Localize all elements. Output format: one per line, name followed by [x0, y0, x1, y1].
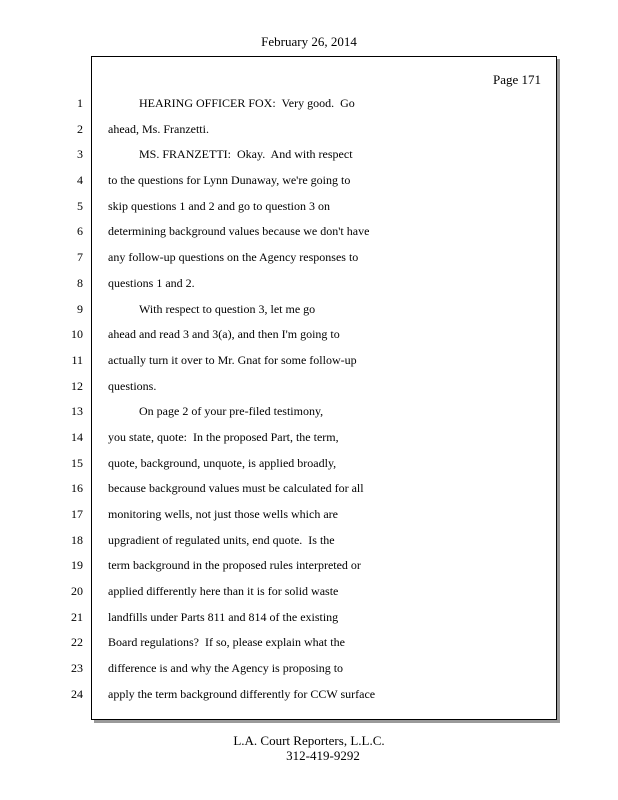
transcript-lines [108, 91, 548, 708]
transcript-line: applied differently here than it is for solid waste [108, 584, 339, 599]
line-number: 16 [71, 481, 83, 496]
line-number: 24 [71, 686, 83, 701]
line-number: 6 [77, 224, 83, 239]
transcript-line: MS. FRANZETTI: Okay. And with respect [139, 147, 353, 162]
line-number: 19 [71, 558, 83, 573]
footer [0, 733, 618, 763]
line-number: 3 [77, 147, 83, 162]
line-number: 21 [71, 609, 83, 624]
line-number: 23 [71, 661, 83, 676]
transcript-line: questions. [108, 378, 157, 393]
transcript-line: landfills under Parts 811 and 814 of the existing [108, 609, 339, 624]
transcript-line: skip questions 1 and 2 and go to question 3 on [108, 198, 330, 213]
line-number: 13 [71, 404, 83, 419]
transcript-line: any follow-up questions on the Agency responses to [108, 250, 359, 265]
line-number: 4 [77, 173, 83, 188]
transcript-line: actually turn it over to Mr. Gnat for some follow-up [108, 352, 357, 367]
line-number: 5 [77, 198, 83, 213]
transcript-line: quote, background, unquote, is applied broadly, [108, 455, 337, 470]
transcript-line: you state, quote: In the proposed Part, the term, [108, 429, 339, 444]
line-number: 17 [71, 507, 83, 521]
transcript-line: term background in the proposed rules interpreted or [108, 558, 361, 573]
line-number: 2 [77, 121, 83, 136]
transcript-line: ahead, Ms. Franzetti. [108, 121, 209, 136]
page-number: Page 171 [492, 72, 541, 87]
transcript-line: difference is and why the Agency is proposing to [108, 661, 344, 676]
line-number: 10 [71, 327, 83, 342]
transcript-line: questions 1 and 2. [108, 275, 195, 290]
line-number: 22 [71, 635, 83, 650]
line-number: 7 [77, 250, 83, 265]
transcript-line: With respect to question 3, let me go [139, 301, 316, 316]
transcript-line: determining background values because we don't have [108, 224, 370, 239]
line-number-column [0, 91, 83, 708]
transcript-line: Board regulations? If so, please explain what the [108, 635, 345, 650]
transcript-line: to the questions for Lynn Dunaway, we're going to [108, 173, 351, 188]
transcript-line: On page 2 of your pre-filed testimony, [139, 404, 324, 419]
line-number: 18 [71, 532, 83, 547]
transcript-line: ahead and read 3 and 3(a), and then I'm going to [108, 327, 340, 342]
transcript-line: upgradient of regulated units, end quote. Is the [108, 532, 335, 547]
document-date: February 26, 2014 [261, 34, 357, 49]
line-number: 20 [71, 584, 83, 599]
transcript-line: HEARING OFFICER FOX: Very good. Go [139, 96, 355, 110]
line-number: 9 [77, 301, 83, 316]
transcript-line: because background values must be calculated for all [108, 481, 364, 496]
line-number: 1 [77, 96, 83, 110]
transcript-line: apply the term background differently for CCW surface [108, 686, 376, 701]
transcript-line: monitoring wells, not just those wells which are [108, 507, 338, 521]
line-number: 11 [71, 352, 83, 367]
line-number: 12 [71, 378, 83, 393]
court-reporter-phone: 312-419-9292 [286, 748, 360, 763]
line-number: 8 [77, 275, 83, 290]
court-reporter-name: L.A. Court Reporters, L.L.C. [233, 733, 385, 748]
line-number: 14 [71, 429, 83, 444]
line-number: 15 [71, 455, 83, 470]
